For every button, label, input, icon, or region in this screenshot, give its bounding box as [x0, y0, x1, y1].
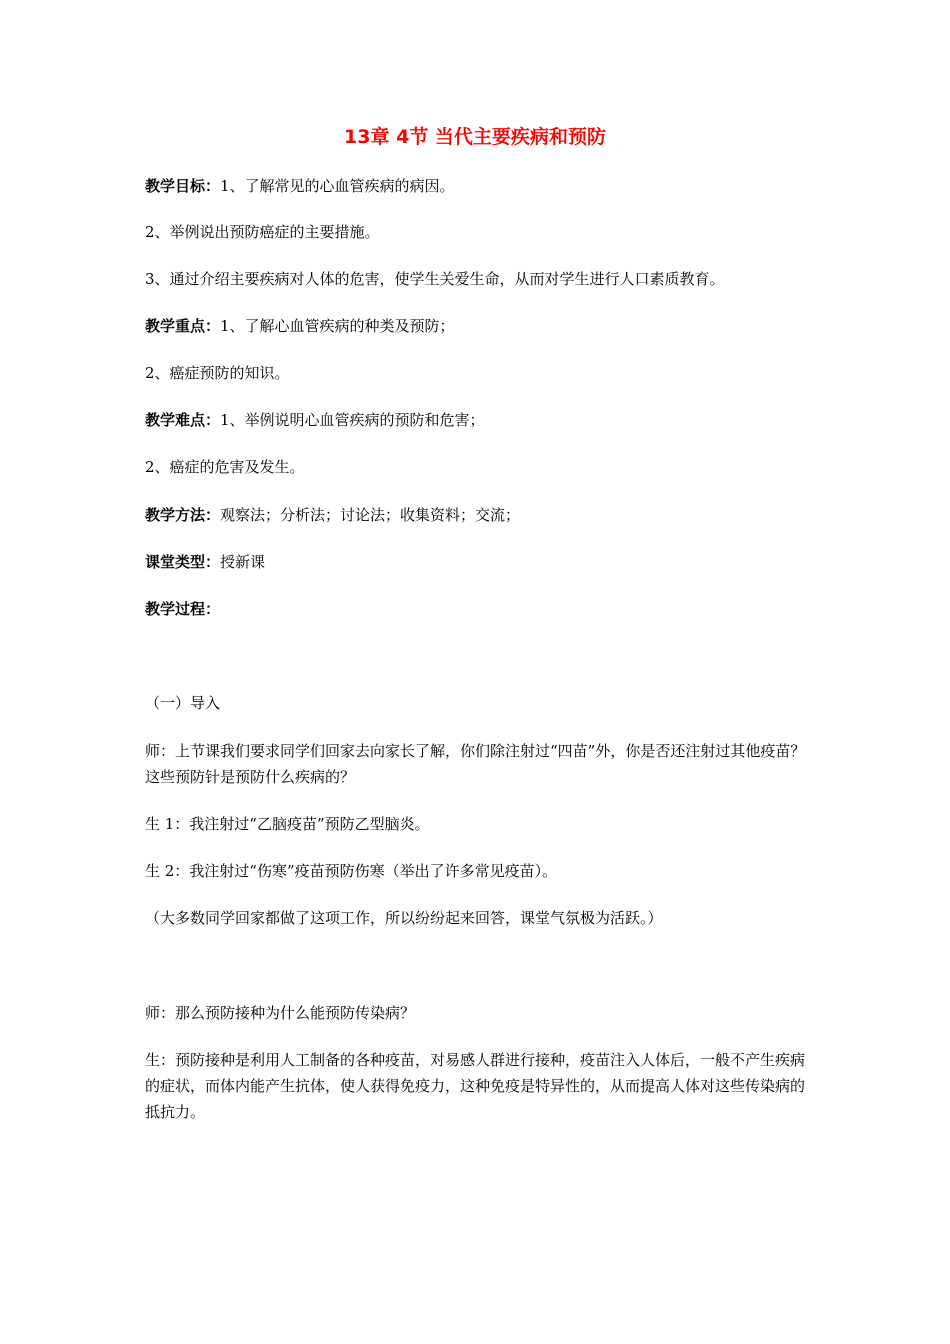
lesson-type-line: [145, 549, 810, 575]
difficulties-item-1: 1、举例说明心血管疾病的预防和危害；: [220, 411, 485, 429]
methods-value: 观察法；分析法；讨论法；收集资料；交流；: [220, 506, 521, 524]
objectives-label: 教学目标：: [145, 177, 221, 195]
difficulties-label: 教学难点：: [145, 411, 221, 429]
key-points-item-1: 1、了解心血管疾病的种类及预防；: [220, 317, 455, 335]
methods-label: 教学方法：: [145, 506, 221, 524]
key-points-label: 教学重点：: [145, 317, 221, 335]
process-line: [145, 596, 810, 622]
key-points-item-2: 2、癌症预防的知识。: [145, 364, 290, 382]
student-answer-3: 生：预防接种是利用人工制备的各种疫苗，对易感人群进行接种，疫苗注入人体后，一般不产生疾病的症状，而体内能产生抗体，使人获得免疫力，这种免疫是特异性的，从而提高人体对这些传染病的抵抗力。: [145, 1051, 806, 1121]
student-answer-1: 生 1：我注射过“乙脑疫苗”预防乙型脑炎。: [145, 815, 430, 833]
student-answer-2: 生 2：我注射过“伤寒”疫苗预防伤寒（举出了许多常见疫苗）。: [145, 862, 558, 880]
objectives-item-1: 1、了解常见的心血管疾病的病因。: [220, 177, 455, 195]
teacher-question-2: 师：那么预防接种为什么能预防传染病？: [145, 1004, 416, 1022]
methods-line: [145, 502, 810, 528]
lesson-type-value: 授新课: [220, 553, 266, 571]
teacher-question-1: 师：上节课我们要求同学们回家去向家长了解，你们除注射过“四苗”外，你是否还注射过其他疫苗？这些预防针是预防什么疾病的？: [145, 742, 806, 786]
classroom-note: （大多数同学回家都做了这项工作，所以纷纷起来回答，课堂气氛极为活跃。）: [145, 909, 663, 927]
objectives-item-2: 2、举例说出预防癌症的主要措施。: [145, 223, 380, 241]
difficulties-item-2: 2、癌症的危害及发生。: [145, 458, 305, 476]
process-label: 教学过程：: [145, 600, 221, 618]
key-points-line: [145, 313, 810, 339]
objectives-line: [145, 173, 810, 199]
intro-heading: （一）导入: [145, 694, 221, 712]
difficulties-line: [145, 407, 810, 433]
objectives-item-3: 3、通过介绍主要疾病对人体的危害，使学生关爱生命，从而对学生进行人口素质教育。: [145, 270, 725, 288]
lesson-type-label: 课堂类型：: [145, 553, 221, 571]
document-title: 13章 4节 当代主要疾病和预防: [344, 126, 606, 148]
